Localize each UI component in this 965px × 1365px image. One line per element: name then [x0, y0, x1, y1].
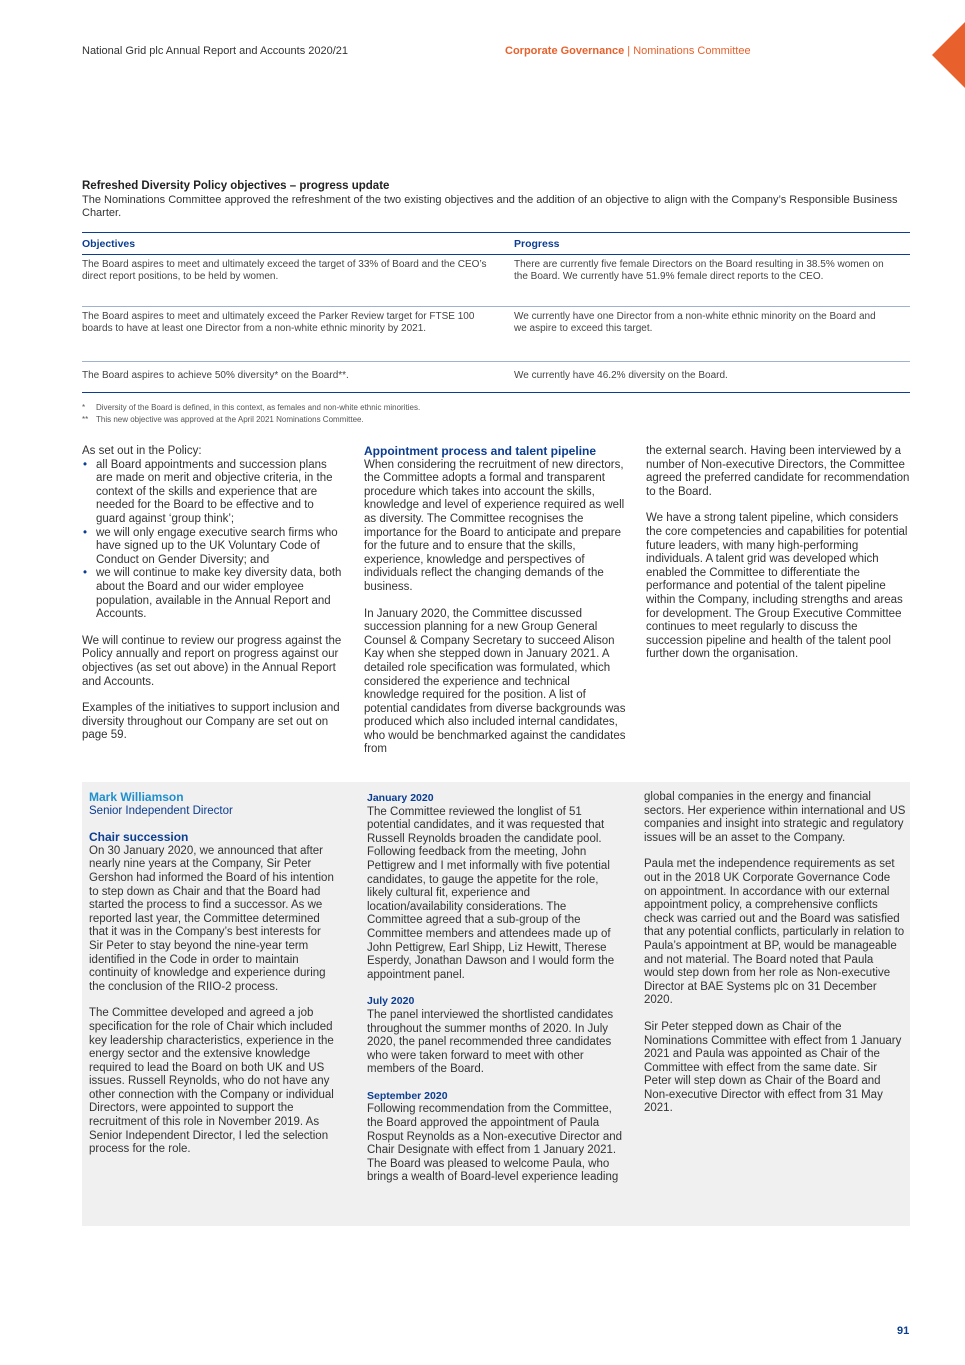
list-item-text: we will only engage executive search firms who have signed up to the UK Voluntary Code of Conduct on Gender Diversity; and: [96, 526, 338, 566]
table-row: [82, 255, 910, 307]
objective-cell: The Board aspires to meet and ultimately exceed the Parker Review target for FTSE 100 boards to have at least one Director from a non-white ethnic minority by 2021.: [82, 311, 475, 334]
paragraph: the external search. Having been interviewed by a number of Non-executive Directors, the Committee agreed the preferred candidate for recommendation to the Board.: [646, 445, 910, 498]
footnote: [82, 415, 364, 424]
objectives-title: Refreshed Diversity Policy objectives – progress update: [82, 180, 390, 192]
section-heading: Chair succession: [89, 830, 189, 845]
list-item: [82, 459, 344, 527]
footnote-mark: **: [82, 415, 89, 424]
footnote-mark: *: [82, 403, 86, 412]
bullet-icon: •: [83, 526, 88, 539]
paragraph: We have a strong talent pipeline, which considers the core competencies and capabilities for potential future leaders, with many high-performing individuals. A talent grid was developed which enabled the Committee to differentiate the performance and potential of the talent pipeline within the Company, including strengths and areas for development. The Group Executive Committee continues to meet regularly to discuss the succession pipeline and health of the talent pool further down the organisation.: [646, 512, 908, 661]
column-header-objectives: Objectives: [82, 238, 136, 250]
list-item: [82, 527, 344, 568]
list-item-text: all Board appointments and succession plans are made on merit and objective criteria, in the context of the skills and experience that are needed for the Board to be effective and to guard against ‘group think’;: [96, 458, 333, 525]
paragraph: global companies in the energy and financial sectors. Her experience within international and US companies and insight into strategic and regulatory issues will be an asset to the Company.: [644, 791, 906, 844]
footnote-text: This new objective was approved at the April 2021 Nominations Committee.: [96, 415, 364, 424]
policy-list: [82, 459, 344, 622]
paragraph: Examples of the initiatives to support inclusion and diversity throughout our Company are set out on page 59.: [82, 702, 340, 742]
objective-cell: The Board aspires to meet and ultimately exceed the target of 33% of Board and the CEO’s direct report positions, to be held by women.: [82, 259, 487, 282]
footnote-text: Diversity of the Board is defined, in this context, as females and non-white ethnic minorities.: [96, 403, 421, 412]
timeline-heading: September 2020: [367, 1089, 448, 1102]
appointment-column: [364, 445, 626, 757]
paragraph: In January 2020, the Committee discussed succession planning for a new Group General Counsel & Company Secretary to succeed Alison Kay when she stepped down in January 2021. A detailed role specification was formulated, which considered the experience and technical knowledge required for the position. A list of potential candidates from diverse backgrounds was produced which also included internal candidates, who would be benchmarked against the candidates from: [364, 607, 626, 756]
paragraph: On 30 January 2020, we announced that after nearly nine years at the Company, Sir Peter Gershon had informed the Board of his intention to step down as Chair and that the Board had started the process to find a successor. As we reported last year, the Committee determined that it was in the Company’s best interests for Sir Peter to stay beyond the nine-year term identified in the Code in order to maintain continuity of knowledge and experience during the conclusion of the RIIO-2 process.: [89, 844, 334, 993]
bullet-icon: •: [83, 567, 88, 580]
objectives-table: [82, 232, 910, 393]
list-item-text: we will continue to make key diversity data, both about the Board and our wider employee population, available in the Annual Report and Accounts.: [96, 567, 342, 621]
timeline-heading: January 2020: [367, 792, 434, 804]
talent-column: [646, 445, 910, 662]
report-title: National Grid plc Annual Report and Accounts 2020/21: [82, 45, 349, 57]
corner-tab-marker: [932, 22, 965, 88]
policy-lead: As set out in the Policy:: [82, 445, 202, 457]
page-number: 91: [897, 1325, 910, 1337]
timeline-heading: July 2020: [367, 995, 415, 1008]
table-row: [82, 362, 910, 392]
paragraph: When considering the recruitment of new directors, the Committee adopts a formal and transparent procedure which takes into account the skills, knowledge and level of experience required as well as diversity. The Committee recognises the importance for the Board to anticipate and prepare for the future and to ensure that the skills, experience, knowledge and perspectives of individuals reflect the changing demands of the business.: [364, 458, 625, 593]
footnote: [82, 403, 420, 412]
author-role: Senior Independent Director: [89, 804, 233, 817]
table-row: [82, 307, 910, 362]
section-heading: Appointment process and talent pipeline: [364, 444, 597, 458]
paragraph: The panel interviewed the shortlisted candidates throughout the summer months of 2020. In July 2020, the panel recommended three candidates who were taken forward to meet with other members of the Board.: [367, 1008, 614, 1076]
box-column-1: [89, 791, 337, 1157]
paragraph: The Committee developed and agreed a job specification for the role of Chair which included key leadership characteristics, experience in the energy sector and the extensive knowledge required to lead the Board on both UK and US issues. Russell Reynolds, who do not have any other connection with the Company or individual Directors, were appointed to support the recruitment of this role in November 2019. As Senior Independent Director, I led the selection process for the role.: [89, 1007, 334, 1156]
progress-cell: There are currently five female Directors on the Board resulting in 38.5% women on the Board. We currently have 51.9% female direct reports to the CEO.: [514, 259, 884, 282]
subsection-name: Nominations Committee: [633, 45, 751, 57]
column-header-progress: Progress: [514, 238, 560, 250]
paragraph: Paula met the independence requirements as set out in the 2018 UK Corporate Governance Code on appointment. In accordance with our external appointment policy, a comprehensive conflicts check was carried out and the Board was satisfied that any potential conflicts, particularly in relation to Paula’s appointment at BP, would be manageable and not material. The Board noted that Paula would step down from her role as Non-executive Director at BAE Systems plc on 31 December 2020.: [644, 858, 905, 1007]
objectives-intro: The Nominations Committee approved the refreshment of the two existing objectives and the addition of an objective to align with the Company’s Responsible Business Charter.: [82, 194, 898, 219]
author-name: Mark Williamson: [89, 790, 184, 804]
breadcrumb-separator: |: [624, 45, 634, 57]
table-header-row: [82, 233, 910, 255]
paragraph: We will continue to review our progress against the Policy annually and report on progress against our objectives (as set out above) in the Annual Report and Accounts.: [82, 634, 342, 688]
paragraph: The Committee reviewed the longlist of 51 potential candidates, and it was requested that Russell Reynolds broaden the candidate pool. Following feedback from the meeting, John Pettigrew and I met informally with five potential candidates, to gauge the appetite for the role, likely cultural fit, experience and location/availability considerations. The Committee agreed that a sub-group of the Committee members and attendees made up of John Pettigrew, Earl Shipp, Liz Hewitt, Therese Esperdy, Jonathan Dawson and I would form the appointment panel.: [367, 805, 615, 981]
section-breadcrumb: [505, 45, 751, 57]
paragraph: Sir Peter stepped down as Chair of the Nominations Committee with effect from 1 January 2021 and Paula was appointed as Chair of the Committee with effect from the same date. Sir Peter will step down as Chair of the Board and Non-executive Director with effect from 31 May 2021.: [644, 1020, 902, 1115]
list-item: [82, 567, 344, 621]
policy-column: [82, 445, 344, 743]
box-column-3: [644, 791, 906, 1116]
section-name: Corporate Governance: [505, 45, 625, 57]
progress-cell: We currently have one Director from a non-white ethnic minority on the Board and we aspire to exceed this target.: [514, 311, 876, 334]
objective-cell: The Board aspires to achieve 50% diversity* on the Board**.: [82, 370, 349, 381]
box-column-2: [367, 792, 625, 1185]
progress-cell: We currently have 46.2% diversity on the Board.: [514, 370, 728, 381]
paragraph: Following recommendation from the Committee, the Board approved the appointment of Paula Rosput Reynolds as a Non-executive Director and Chair Designate with effect from 1 January 2021. The Board was pleased to welcome Paula, who brings a wealth of Board-level experience leading: [367, 1103, 623, 1184]
bullet-icon: •: [83, 458, 88, 471]
